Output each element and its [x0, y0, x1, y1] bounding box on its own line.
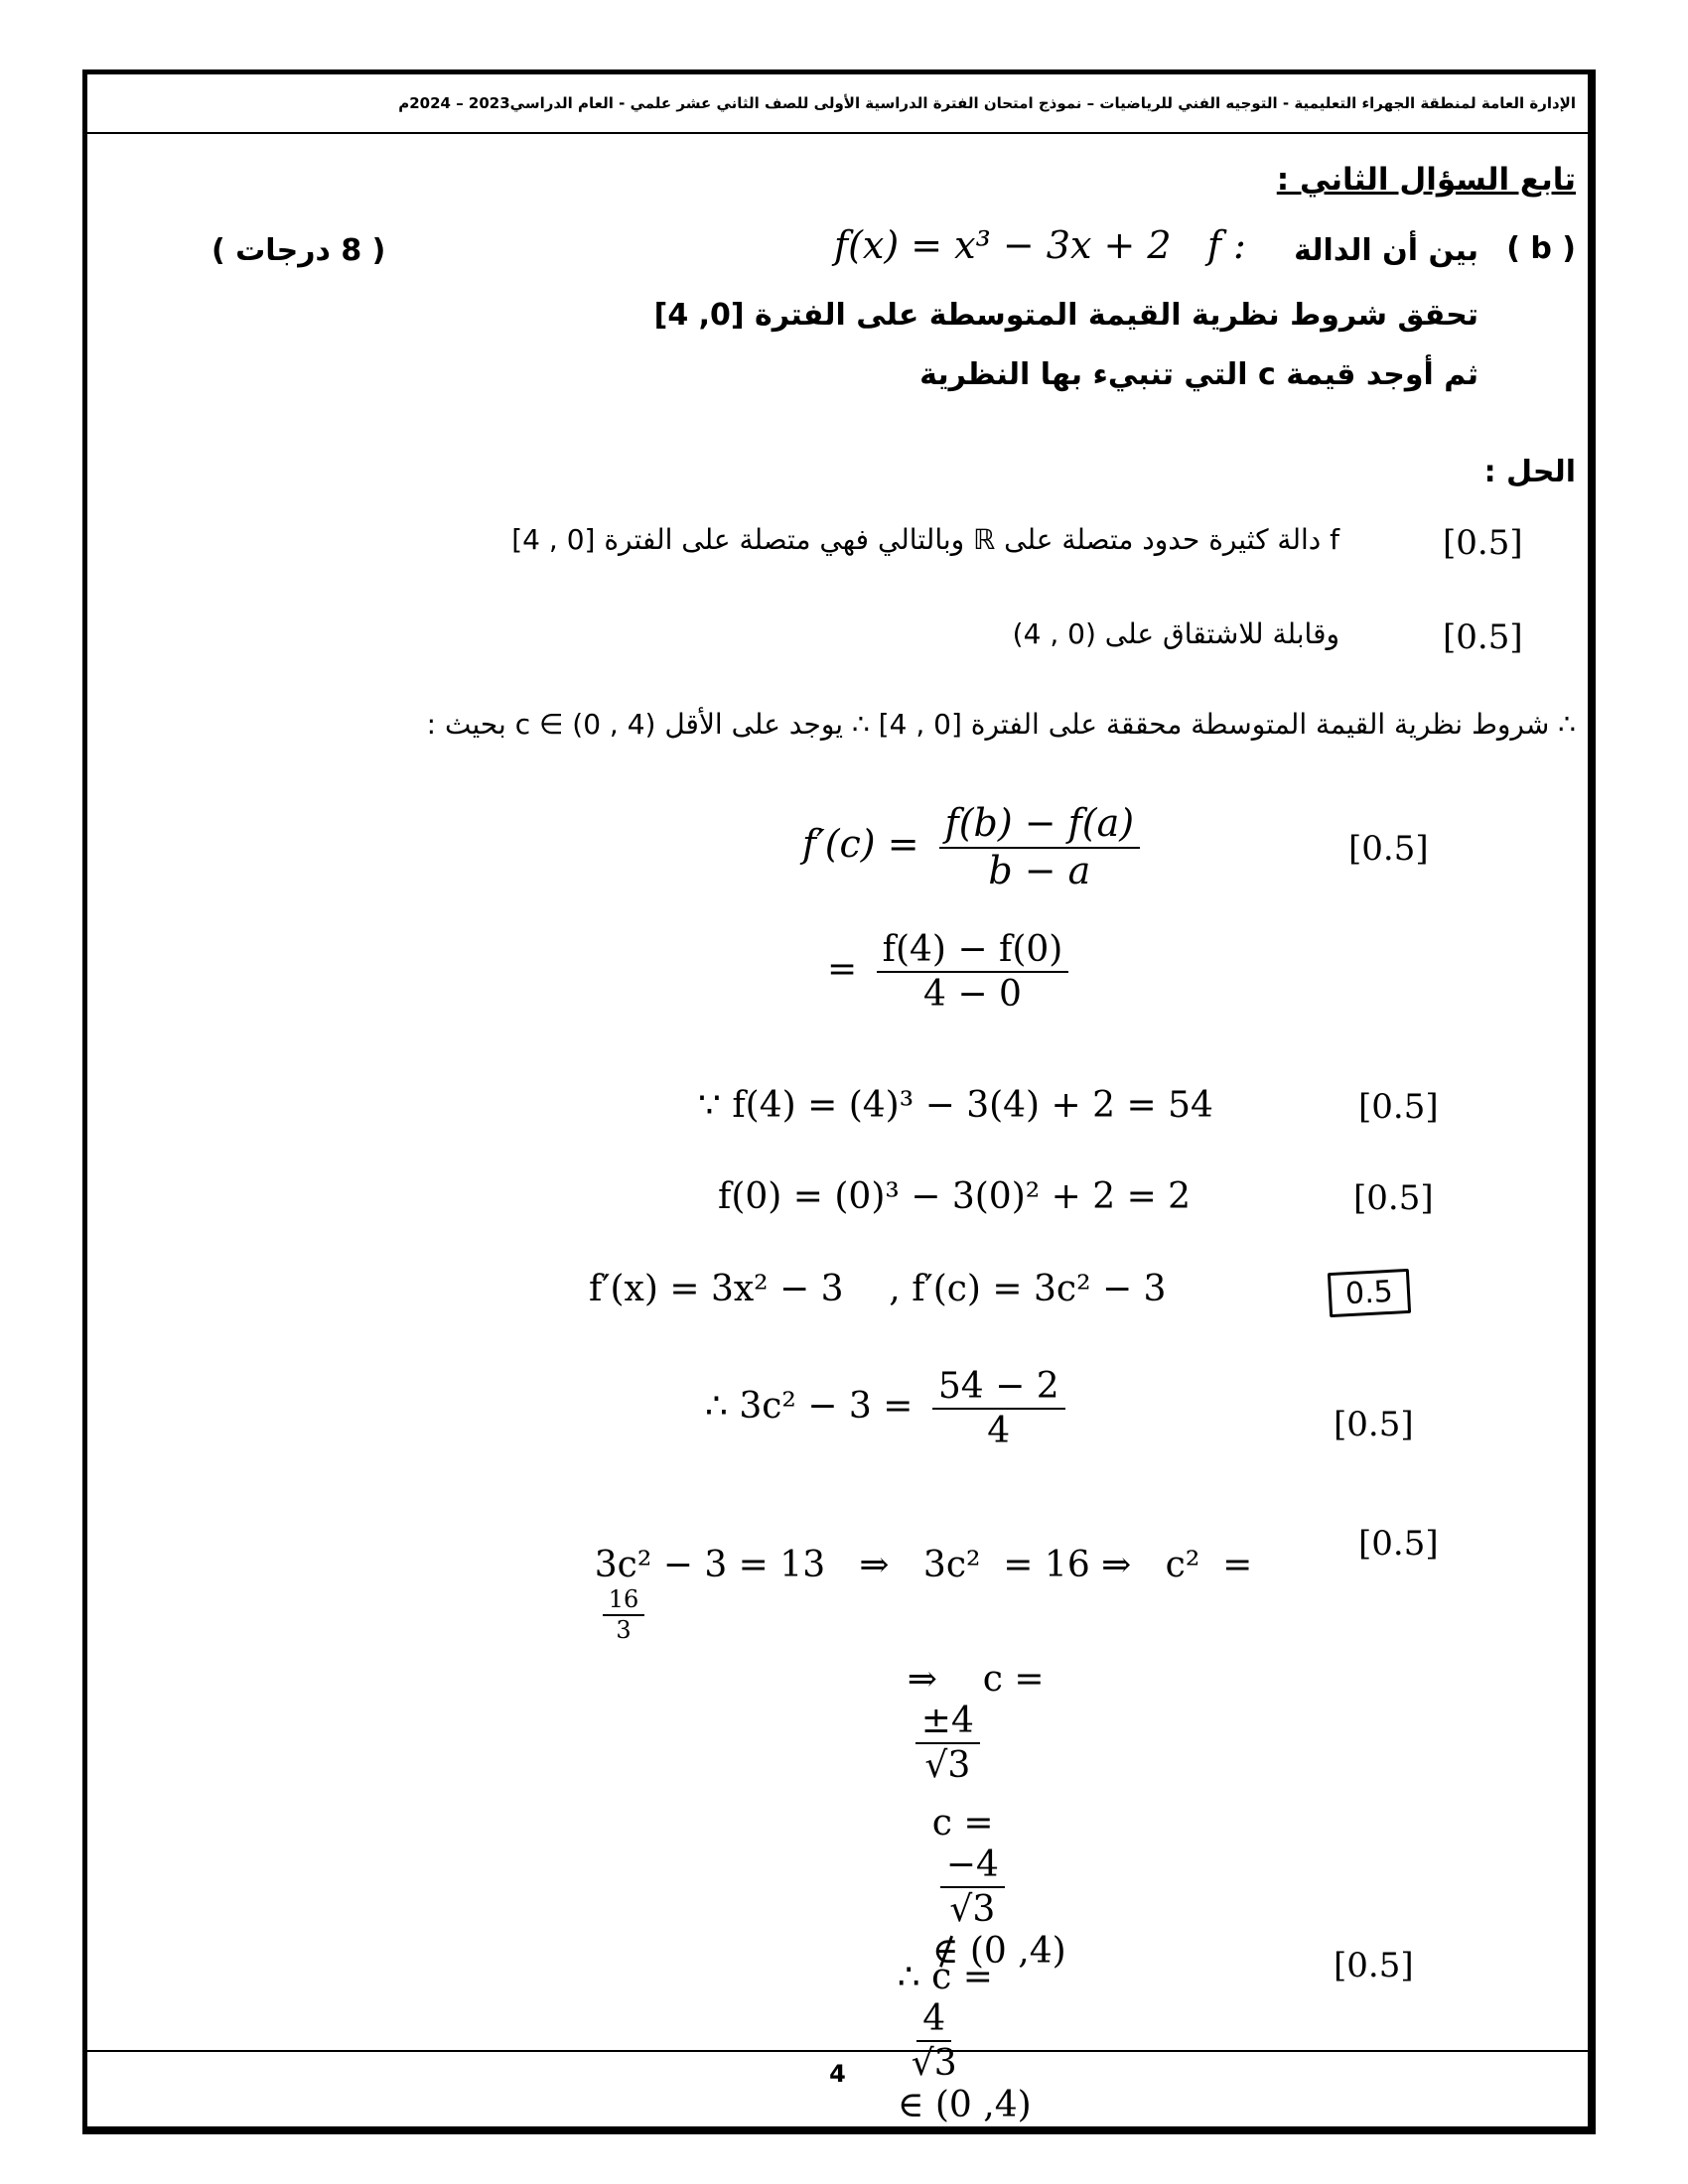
f-of-4: ∵ f(4) = (4)³ − 3(4) + 2 = 54 [698, 1085, 1213, 1126]
page-header [87, 74, 1588, 134]
question-line-3: ثم أوجد قيمة c التي تنبيء بها النظرية [919, 357, 1478, 392]
mark-differentiability: [0.5] [1443, 617, 1523, 657]
question-line-2: تحقق شروط نظرية القيمة المتوسطة على الفترة [0, 4] [653, 298, 1478, 333]
section-title: تابع السؤال الثاني : [1276, 162, 1576, 198]
equation-setup [705, 1365, 1073, 1452]
question-intro: بين أن الدالة [1294, 233, 1478, 268]
question-label: ( b ) [1506, 231, 1576, 266]
mark-mvt-formula: [0.5] [1348, 829, 1429, 869]
c-plus-minus-lhs: ⇒ c = [907, 1659, 1045, 1700]
c-squared-fraction [603, 1585, 645, 1645]
substitution-fraction [877, 928, 1069, 1016]
equation-fraction [932, 1365, 1065, 1452]
mark-derivative-handwritten [1329, 1271, 1410, 1315]
equation-lhs: ∴ 3c² − 3 = [705, 1386, 914, 1428]
c-plus-minus-numerator: ±4 [915, 1700, 980, 1744]
solution-label: الحل : [1483, 455, 1576, 489]
footer-divider [87, 2050, 1588, 2052]
mark-f-of-0: [0.5] [1353, 1178, 1434, 1218]
mark-equation-setup: [0.5] [1334, 1405, 1414, 1444]
mvt-denominator: b − a [988, 848, 1091, 892]
page-number: 4 [829, 2060, 846, 2088]
c-negative-rhs: ∉ (0 ,4) [931, 1931, 1066, 1973]
mark-continuity: [0.5] [1443, 523, 1523, 563]
c-final-denominator: √3 [911, 2043, 957, 2085]
f-of-0: f(0) = (0)³ − 3(0)² + 2 = 2 [718, 1176, 1192, 1217]
mvt-numerator: f(b) − f(a) [939, 801, 1140, 849]
mark-c-final: [0.5] [1334, 1946, 1414, 1985]
mvt-substitution [827, 928, 1076, 1016]
mvt-fraction [939, 801, 1140, 893]
function-expression: f(x) = x³ − 3x + 2 [834, 223, 1172, 267]
mvt-lhs: f′(c) = [802, 822, 919, 867]
solution-continuity: f دالة كثيرة حدود متصلة على ℝ وبالتالي فهي متصلة على الفترة [0 , 4] [511, 523, 1339, 556]
c-final [852, 1916, 1032, 2166]
substitution-equals: = [827, 949, 858, 991]
substitution-numerator: f(4) − f(0) [877, 928, 1069, 973]
question-points: ( 8 درجات ) [211, 233, 386, 268]
c-plus-minus-denominator: √3 [924, 1745, 971, 1787]
c-final-rhs: ∈ (0 ,4) [897, 2085, 1032, 2126]
c-squared-denominator: 3 [616, 1615, 632, 1644]
equation-denominator: 4 [987, 1411, 1011, 1452]
solve-c-squared-text: 3c² − 3 = 13 ⇒ 3c² = 16 ⇒ c² = [594, 1545, 1253, 1585]
substitution-denominator: 4 − 0 [923, 974, 1022, 1016]
function-definition [834, 223, 1246, 267]
equation-numerator: 54 − 2 [932, 1365, 1065, 1410]
mark-c-squared: [0.5] [1358, 1524, 1439, 1564]
c-final-numerator: 4 [916, 1997, 951, 2042]
c-squared-numerator: 16 [603, 1585, 645, 1616]
solution-conclusion: ∴ شروط نظرية القيمة المتوسطة محققة على الفترة [0 , 4] ∴ يوجد على الأقل c ∈ (0 , 4) بحيث : [426, 708, 1576, 741]
c-negative-denominator: √3 [949, 1889, 996, 1931]
header-text: الإدارة العامة لمنطقة الجهراء التعليمية - التوجيه الفني للرياضيات – نموذج امتحان الفترة الدراسية الأولى للصف الثاني عشر علمي - العام الدراسي2023 – 2024م [398, 94, 1576, 112]
mark-f-of-4: [0.5] [1358, 1087, 1439, 1127]
page-frame [82, 69, 1596, 2134]
c-final-lhs: ∴ c = [897, 1957, 993, 1997]
solution-differentiability: وقابلة للاشتقاق على (0 , 4) [1012, 617, 1339, 650]
mvt-formula [802, 801, 1148, 893]
derivative-expression: f′(x) = 3x² − 3 , f′(c) = 3c² − 3 [589, 1269, 1167, 1309]
c-negative-numerator: −4 [940, 1843, 1005, 1888]
c-negative-lhs: c = [931, 1803, 994, 1843]
function-name: f : [1206, 223, 1246, 267]
mark-derivative: 0.5 [1328, 1269, 1411, 1317]
